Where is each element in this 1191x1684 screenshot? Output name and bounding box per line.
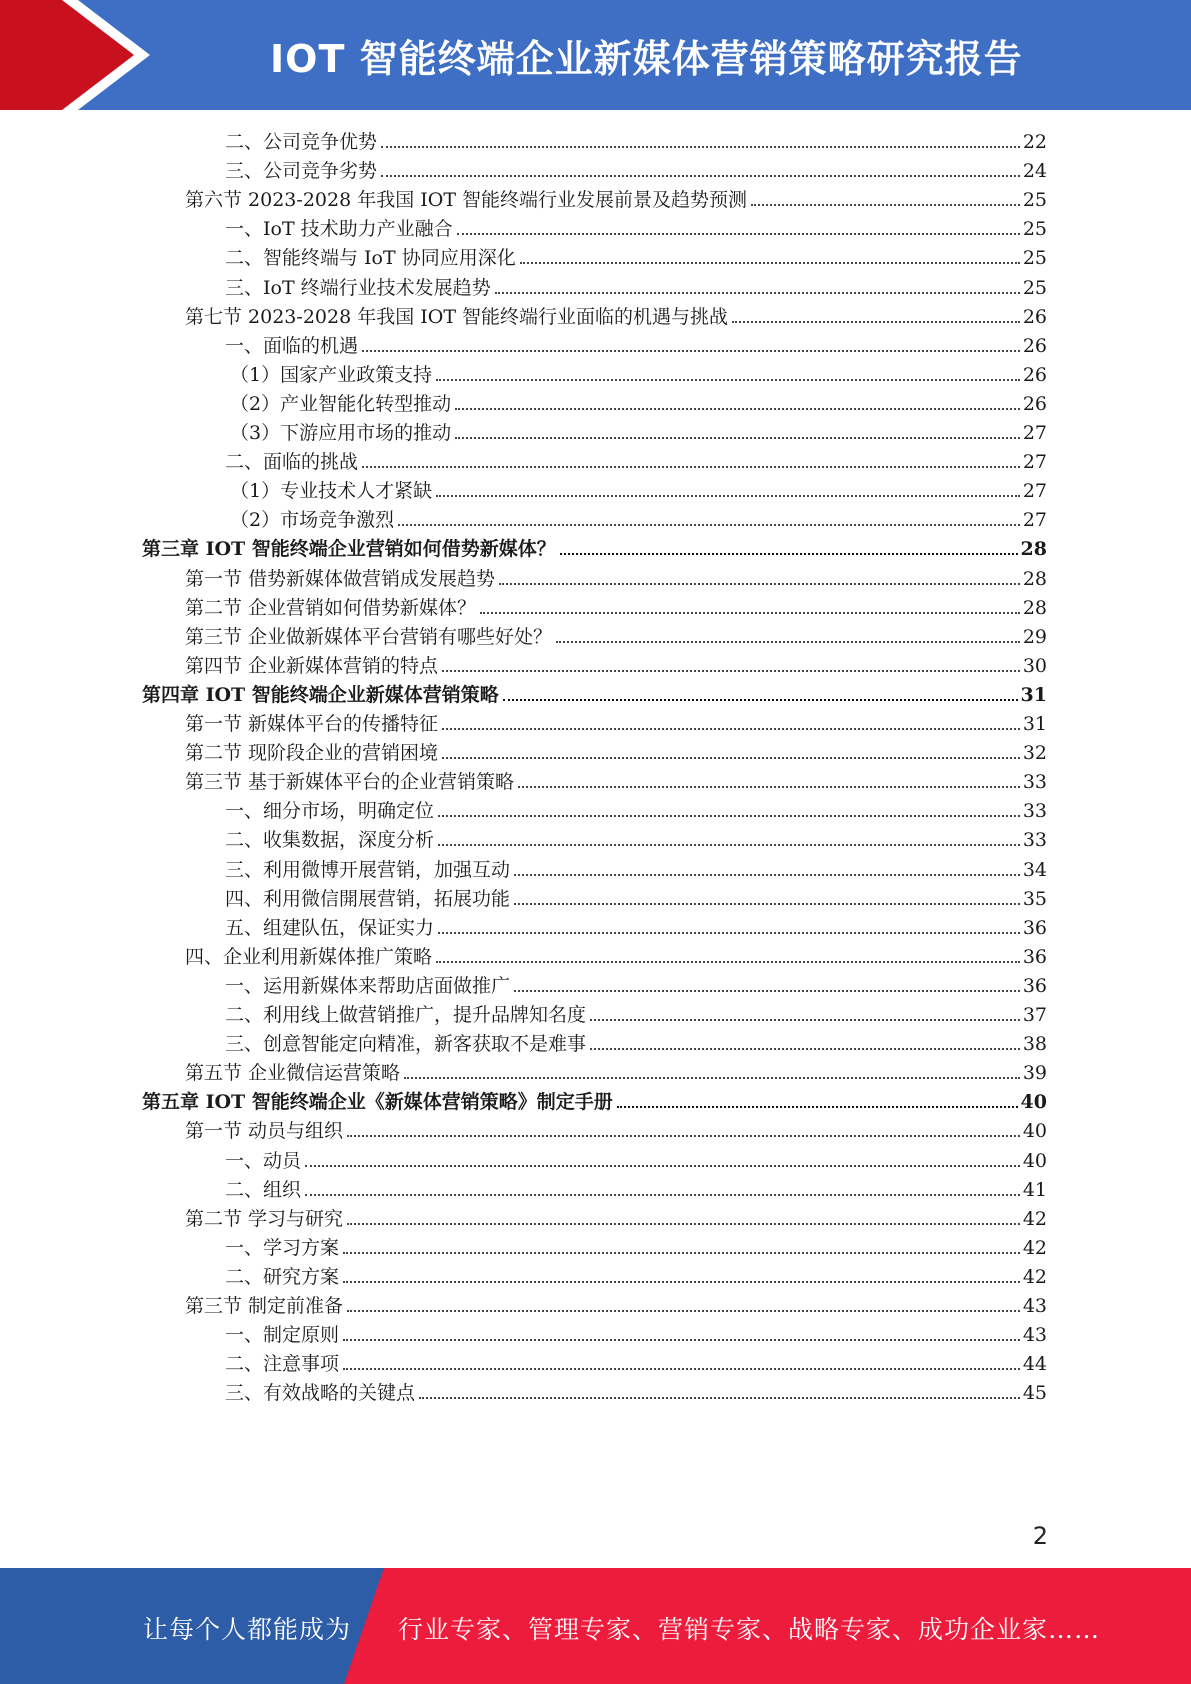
toc-entry[interactable]: [225, 1262, 1047, 1293]
toc-entry-page: 27: [1022, 509, 1047, 532]
toc-entry[interactable]: [225, 913, 1047, 944]
toc-leader-dots: [343, 1367, 1020, 1370]
toc-entry-title: 三、利用微博开展营销，加强互动: [225, 858, 511, 881]
toc-leader-dots: [347, 1309, 1020, 1312]
toc-leader-dots: [381, 145, 1020, 148]
toc-entry-title: 四、利用微信開展营销，拓展功能: [225, 887, 511, 910]
toc-entry-title: 二、面临的挑战: [225, 451, 359, 474]
toc-entry-title: （3）下游应用市场的推动: [230, 422, 452, 444]
toc-entry[interactable]: [185, 1204, 1047, 1235]
toc-entry[interactable]: [225, 1233, 1047, 1264]
report-title: IOT 智能终端企业新媒体营销策略研究报告: [270, 37, 1023, 81]
toc-entry-page: 36: [1022, 945, 1047, 968]
toc-leader-dots: [347, 1222, 1020, 1225]
toc-leader-dots: [442, 727, 1020, 730]
toc-entry-title: 二、智能终端与 IoT 协同应用深化: [225, 247, 516, 270]
toc-leader-dots: [305, 1193, 1020, 1196]
toc-entry-title: 二、研究方案: [225, 1265, 340, 1288]
toc-entry-title: 五、组建队伍，保证实力: [225, 916, 435, 939]
toc-entry-page: 41: [1022, 1178, 1047, 1201]
toc-leader-dots: [590, 1047, 1020, 1050]
toc-entry-page: 26: [1022, 363, 1047, 386]
toc-entry-page: 26: [1022, 334, 1047, 357]
toc-entry-page: 33: [1022, 829, 1047, 852]
page-number: 2: [1032, 1522, 1048, 1550]
toc-leader-dots: [343, 1338, 1020, 1341]
toc-leader-dots: [347, 1134, 1020, 1137]
toc-leader-dots: [343, 1251, 1020, 1254]
toc-entry[interactable]: [225, 825, 1047, 856]
toc-leader-dots: [520, 261, 1020, 264]
toc-entry-title: 三、有效战略的关键点: [225, 1382, 416, 1405]
toc-entry-page: 31: [1020, 683, 1047, 706]
toc-entry-page: 25: [1022, 218, 1047, 241]
toc-entry-page: 36: [1022, 916, 1047, 939]
toc-entry-title: 第一节 新媒体平台的传播特征: [185, 713, 439, 735]
toc-entry-page: 26: [1022, 305, 1047, 328]
toc-entry[interactable]: [185, 651, 1047, 682]
toc-entry[interactable]: [225, 156, 1047, 187]
toc-leader-dots: [438, 931, 1020, 934]
toc-entry-title: 第五节 企业微信运营策略: [185, 1062, 401, 1085]
toc-entry[interactable]: [225, 855, 1047, 886]
toc-entry-title: 二、利用线上做营销推广，提升品牌知名度: [225, 1004, 587, 1026]
toc-entry-title: 第一节 动员与组织: [185, 1120, 344, 1143]
toc-entry-title: 二、收集数据，深度分析: [225, 829, 435, 852]
toc-entry-title: 三、公司竞争劣势: [225, 160, 378, 183]
toc-entry-page: 44: [1022, 1353, 1047, 1376]
toc-entry-title: 第一节 借势新媒体做营销成发展趋势: [185, 567, 496, 590]
toc-entry-title: （1）专业技术人才紧缺: [230, 480, 433, 503]
toc-entry[interactable]: [225, 127, 1047, 158]
toc-entry-title: 第三节 制定前准备: [185, 1295, 344, 1317]
toc-entry-page: 45: [1022, 1382, 1047, 1405]
toc-entry-page: 42: [1022, 1236, 1047, 1259]
toc-leader-dots: [381, 174, 1020, 177]
toc-leader-dots: [751, 203, 1020, 206]
toc-entry-page: 28: [1022, 567, 1047, 590]
toc-entry-page: 24: [1022, 160, 1047, 183]
toc-entry[interactable]: [185, 564, 1047, 595]
toc-entry-title: 三、创意智能定向精准，新客获取不是难事: [225, 1033, 587, 1056]
toc-entry-title: 一、IoT 技术助力产业融合: [225, 218, 453, 241]
toc-leader-dots: [419, 1396, 1020, 1399]
toc-leader-dots: [732, 320, 1020, 323]
toc-entry-page: 25: [1022, 247, 1047, 270]
toc-leader-dots: [362, 465, 1020, 468]
toc-entry[interactable]: [225, 273, 1047, 304]
toc-entry[interactable]: [185, 185, 1047, 216]
toc-entry-title: 一、面临的机遇: [225, 334, 359, 357]
toc-entry[interactable]: [185, 738, 1047, 769]
toc-entry-title: （2）市场竞争激烈: [230, 509, 395, 532]
toc-entry-title: （2）产业智能化转型推动: [230, 392, 452, 415]
toc-entry-page: 40: [1022, 1149, 1047, 1172]
toc-leader-dots: [503, 698, 1018, 701]
toc-entry[interactable]: [142, 534, 1047, 565]
toc-entry-page: 43: [1022, 1295, 1047, 1317]
toc-leader-dots: [617, 1105, 1018, 1108]
toc-leader-dots: [436, 960, 1020, 963]
toc-entry[interactable]: [225, 1320, 1047, 1351]
toc-entry-title: 一、运用新媒体来帮助店面做推广: [225, 974, 511, 997]
toc-entry[interactable]: [185, 1291, 1047, 1322]
toc-entry-page: 34: [1022, 858, 1047, 881]
toc-leader-dots: [438, 814, 1020, 817]
toc-entry[interactable]: [225, 214, 1047, 245]
toc-entry-page: 26: [1022, 392, 1047, 415]
toc-entry-page: 42: [1022, 1207, 1047, 1230]
toc-entry-title: 第六节 2023-2028 年我国 IOT 智能终端行业发展前景及趋势预测: [185, 189, 748, 212]
toc-entry-page: 22: [1022, 131, 1047, 153]
toc-entry-page: 36: [1022, 974, 1047, 997]
toc-entry-title: 第七节 2023-2028 年我国 IOT 智能终端行业面临的机遇与挑战: [185, 305, 729, 328]
toc-entry[interactable]: [185, 593, 1047, 624]
toc-entry[interactable]: [185, 302, 1047, 333]
toc-entry[interactable]: [230, 476, 1047, 507]
toc-entry-title: 三、IoT 终端行业技术发展趋势: [225, 276, 491, 299]
toc-entry-page: 40: [1020, 1091, 1047, 1114]
toc-entry-page: 31: [1022, 713, 1047, 735]
toc-leader-dots: [590, 1018, 1020, 1021]
toc-entry-page: 28: [1022, 596, 1047, 619]
toc-entry[interactable]: [142, 1087, 1047, 1118]
toc-entry[interactable]: [185, 1116, 1047, 1147]
toc-entry-page: 30: [1022, 654, 1047, 677]
header-red-chevron: [0, 0, 150, 110]
toc-entry-page: 43: [1022, 1324, 1047, 1347]
footer-slogan-left: 让每个人都能成为: [143, 1615, 352, 1644]
toc-entry[interactable]: [185, 1058, 1047, 1089]
toc-entry-page: 28: [1020, 538, 1047, 561]
toc-entry[interactable]: [142, 680, 1047, 711]
toc-leader-dots: [343, 1280, 1020, 1283]
toc-entry[interactable]: [225, 447, 1047, 478]
toc-entry[interactable]: [225, 1175, 1047, 1206]
toc-leader-dots: [560, 552, 1018, 555]
toc-entry[interactable]: [225, 971, 1047, 1002]
toc-leader-dots: [480, 611, 1020, 614]
toc-entry-title: 二、注意事项: [225, 1353, 340, 1376]
toc-entry-title: 二、公司竞争优势: [225, 131, 378, 153]
toc-entry-page: 27: [1022, 451, 1047, 474]
toc-entry[interactable]: [185, 942, 1047, 973]
toc-entry-page: 25: [1022, 189, 1047, 212]
toc-entry-page: 35: [1022, 887, 1047, 910]
toc-entry-title: 第二节 企业营销如何借势新媒体？: [185, 596, 477, 619]
toc-leader-dots: [438, 843, 1020, 846]
toc-leader-dots: [442, 669, 1020, 672]
toc-entry-title: 一、动员: [225, 1149, 302, 1172]
toc-entry[interactable]: [185, 767, 1047, 798]
toc-entry-title: 一、学习方案: [225, 1236, 340, 1259]
toc-leader-dots: [442, 756, 1020, 759]
toc-entry-page: 27: [1022, 480, 1047, 503]
toc-entry-title: 第二节 现阶段企业的营销困境: [185, 742, 439, 765]
page-footer: [0, 1568, 1191, 1684]
toc-entry-title: 第三章 IOT 智能终端企业营销如何借势新媒体？: [142, 538, 556, 561]
footer-slogan-right: 行业专家、管理专家、营销专家、战略专家、成功企业家……: [398, 1615, 1101, 1644]
toc-entry-title: 第三节 基于新媒体平台的企业营销策略: [185, 771, 515, 794]
toc-entry-page: 40: [1022, 1120, 1047, 1143]
toc-entry[interactable]: [225, 1000, 1047, 1031]
toc-entry[interactable]: [230, 505, 1047, 536]
toc-entry-title: 第四章 IOT 智能终端企业新媒体营销策略: [142, 683, 499, 706]
toc-entry-title: 四、企业利用新媒体推广策略: [185, 945, 433, 968]
toc-entry-page: 33: [1022, 800, 1047, 823]
toc-entry[interactable]: [225, 1146, 1047, 1177]
toc-leader-dots: [362, 349, 1020, 352]
toc-entry[interactable]: [230, 389, 1047, 420]
toc-entry-title: 一、细分市场，明确定位: [225, 800, 435, 823]
toc-entry[interactable]: [225, 1029, 1047, 1060]
toc-entry[interactable]: [225, 796, 1047, 827]
toc-entry[interactable]: [225, 884, 1047, 915]
toc-entry-title: 二、组织: [225, 1178, 302, 1201]
toc-entry-page: 27: [1022, 422, 1047, 444]
toc-entry[interactable]: [225, 1378, 1047, 1409]
toc-entry[interactable]: [230, 418, 1047, 449]
toc-entry-page: 25: [1022, 276, 1047, 299]
toc-entry-title: （1）国家产业政策支持: [230, 363, 433, 386]
toc-entry-page: 42: [1022, 1265, 1047, 1288]
toc-entry-title: 第五章 IOT 智能终端企业《新媒体营销策略》制定手册: [142, 1091, 613, 1114]
toc-entry-title: 一、制定原则: [225, 1324, 340, 1347]
toc-entry-page: 39: [1022, 1062, 1047, 1085]
toc-leader-dots: [404, 1076, 1020, 1079]
toc-leader-dots: [436, 378, 1020, 381]
toc-leader-dots: [499, 582, 1020, 585]
page-header: [0, 0, 1191, 110]
toc-leader-dots: [436, 494, 1020, 497]
toc-entry-title: 第二节 学习与研究: [185, 1207, 344, 1230]
toc-entry[interactable]: [225, 243, 1047, 274]
toc-leader-dots: [556, 640, 1020, 643]
toc-entry-page: 37: [1022, 1004, 1047, 1026]
toc-leader-dots: [514, 873, 1020, 876]
toc-leader-dots: [457, 232, 1020, 235]
toc-entry[interactable]: [225, 331, 1047, 362]
toc-entry[interactable]: [185, 709, 1047, 740]
toc-leader-dots: [514, 902, 1020, 905]
toc-leader-dots: [455, 436, 1020, 439]
toc-leader-dots: [518, 785, 1020, 788]
toc-entry[interactable]: [225, 1349, 1047, 1380]
toc-entry-page: 29: [1022, 625, 1047, 648]
toc-leader-dots: [495, 291, 1020, 294]
toc-entry-page: 33: [1022, 771, 1047, 794]
toc-entry-page: 32: [1022, 742, 1047, 765]
toc-leader-dots: [514, 989, 1020, 992]
toc-leader-dots: [455, 407, 1020, 410]
toc-entry-title: 第四节 企业新媒体营销的特点: [185, 654, 439, 677]
toc-entry[interactable]: [185, 622, 1047, 653]
toc-entry[interactable]: [230, 360, 1047, 391]
toc-leader-dots: [305, 1164, 1020, 1167]
toc-leader-dots: [398, 523, 1020, 526]
toc-entry-page: 38: [1022, 1033, 1047, 1056]
toc-entry-title: 第三节 企业做新媒体平台营销有哪些好处？: [185, 625, 553, 648]
